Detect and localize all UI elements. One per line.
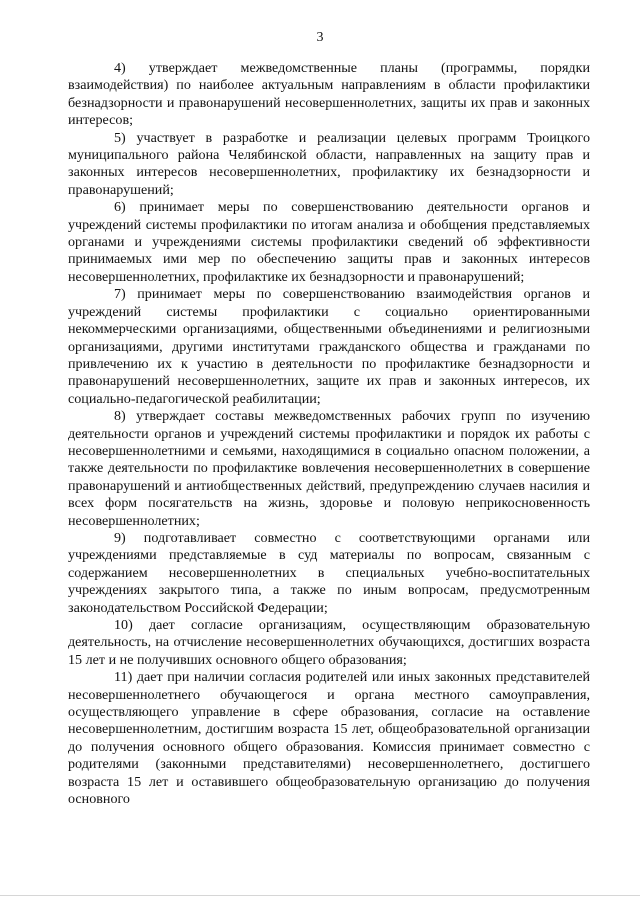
paragraph-item-7: 7) принимает меры по совершенствованию взаимодействия органов и учреждений системы профилактики с социально ориентированными некоммерческими организациями, общественными объединениями и религиозными организациями, другими институтами гражданского общества и гражданами по привлечению их к участию в деятельности по профилактике безнадзорности и правонарушений несовершеннолетних, защите их прав и законных интересов, их социально-педагогической реабилитации; xyxy=(68,286,590,407)
scan-edge-divider xyxy=(0,895,640,896)
paragraph-item-11: 11) дает при наличии согласия родителей или иных законных представителей несовершеннолетнего обучающегося и органа местного самоуправления, осуществляющего управление в сфере образования, согласие на оставление несовершеннолетним, достигшим возраста 15 лет, общеобразовательной организации до получения основного общего образования. Комиссия принимает совместно с родителями (законными представителями) несовершеннолетнего, достигшего возраста 15 лет и оставившего общеобразовательную организацию до получения основного xyxy=(68,669,590,808)
document-body xyxy=(68,60,590,808)
paragraph-item-4: 4) утверждает межведомственные планы (программы, порядки взаимодействия) по наиболее актуальным направлениям в области профилактики безнадзорности и правонарушений несовершеннолетних, защиты их прав и законных интересов; xyxy=(68,60,590,129)
paragraph-item-8: 8) утверждает составы межведомственных рабочих групп по изучению деятельности органов и учреждений системы профилактики и порядок их работы с несовершеннолетними и семьями, находящимися в социально опасном положении, а также деятельности по профилактике вовлечения несовершеннолетних в совершение правонарушений и антиобщественных действий, предупреждению случаев насилия и всех форм посягательств на жизнь, здоровье и половую неприкосновенность несовершеннолетних; xyxy=(68,408,590,529)
paragraph-item-6: 6) принимает меры по совершенствованию деятельности органов и учреждений системы профилактики по итогам анализа и обобщения представляемых органами и учреждениями системы профилактики сведений об эффективности принимаемых ими мер по обеспечению защиты прав и законных интересов несовершеннолетних, профилактике их безнадзорности и правонарушений; xyxy=(68,199,590,285)
paragraph-item-5: 5) участвует в разработке и реализации целевых программ Троицкого муниципального района Челябинской области, направленных на защиту прав и законных интересов несовершеннолетних, профилактику их безнадзорности и правонарушений; xyxy=(68,129,590,198)
paragraph-item-9: 9) подготавливает совместно с соответствующими органами или учреждениями представляемые в суд материалы по вопросам, связанным с содержанием несовершеннолетних в специальных учебно-воспитательных учреждениях закрытого типа, а также по иным вопросам, предусмотренным законодательством Российской Федерации; xyxy=(68,529,590,616)
page-number: 3 xyxy=(316,30,324,45)
paragraph-item-10: 10) дает согласие организациям, осуществляющим образовательную деятельность, на отчисление несовершеннолетних обучающихся, достигших возраста 15 лет и не получивших основного общего образования; xyxy=(68,617,590,668)
